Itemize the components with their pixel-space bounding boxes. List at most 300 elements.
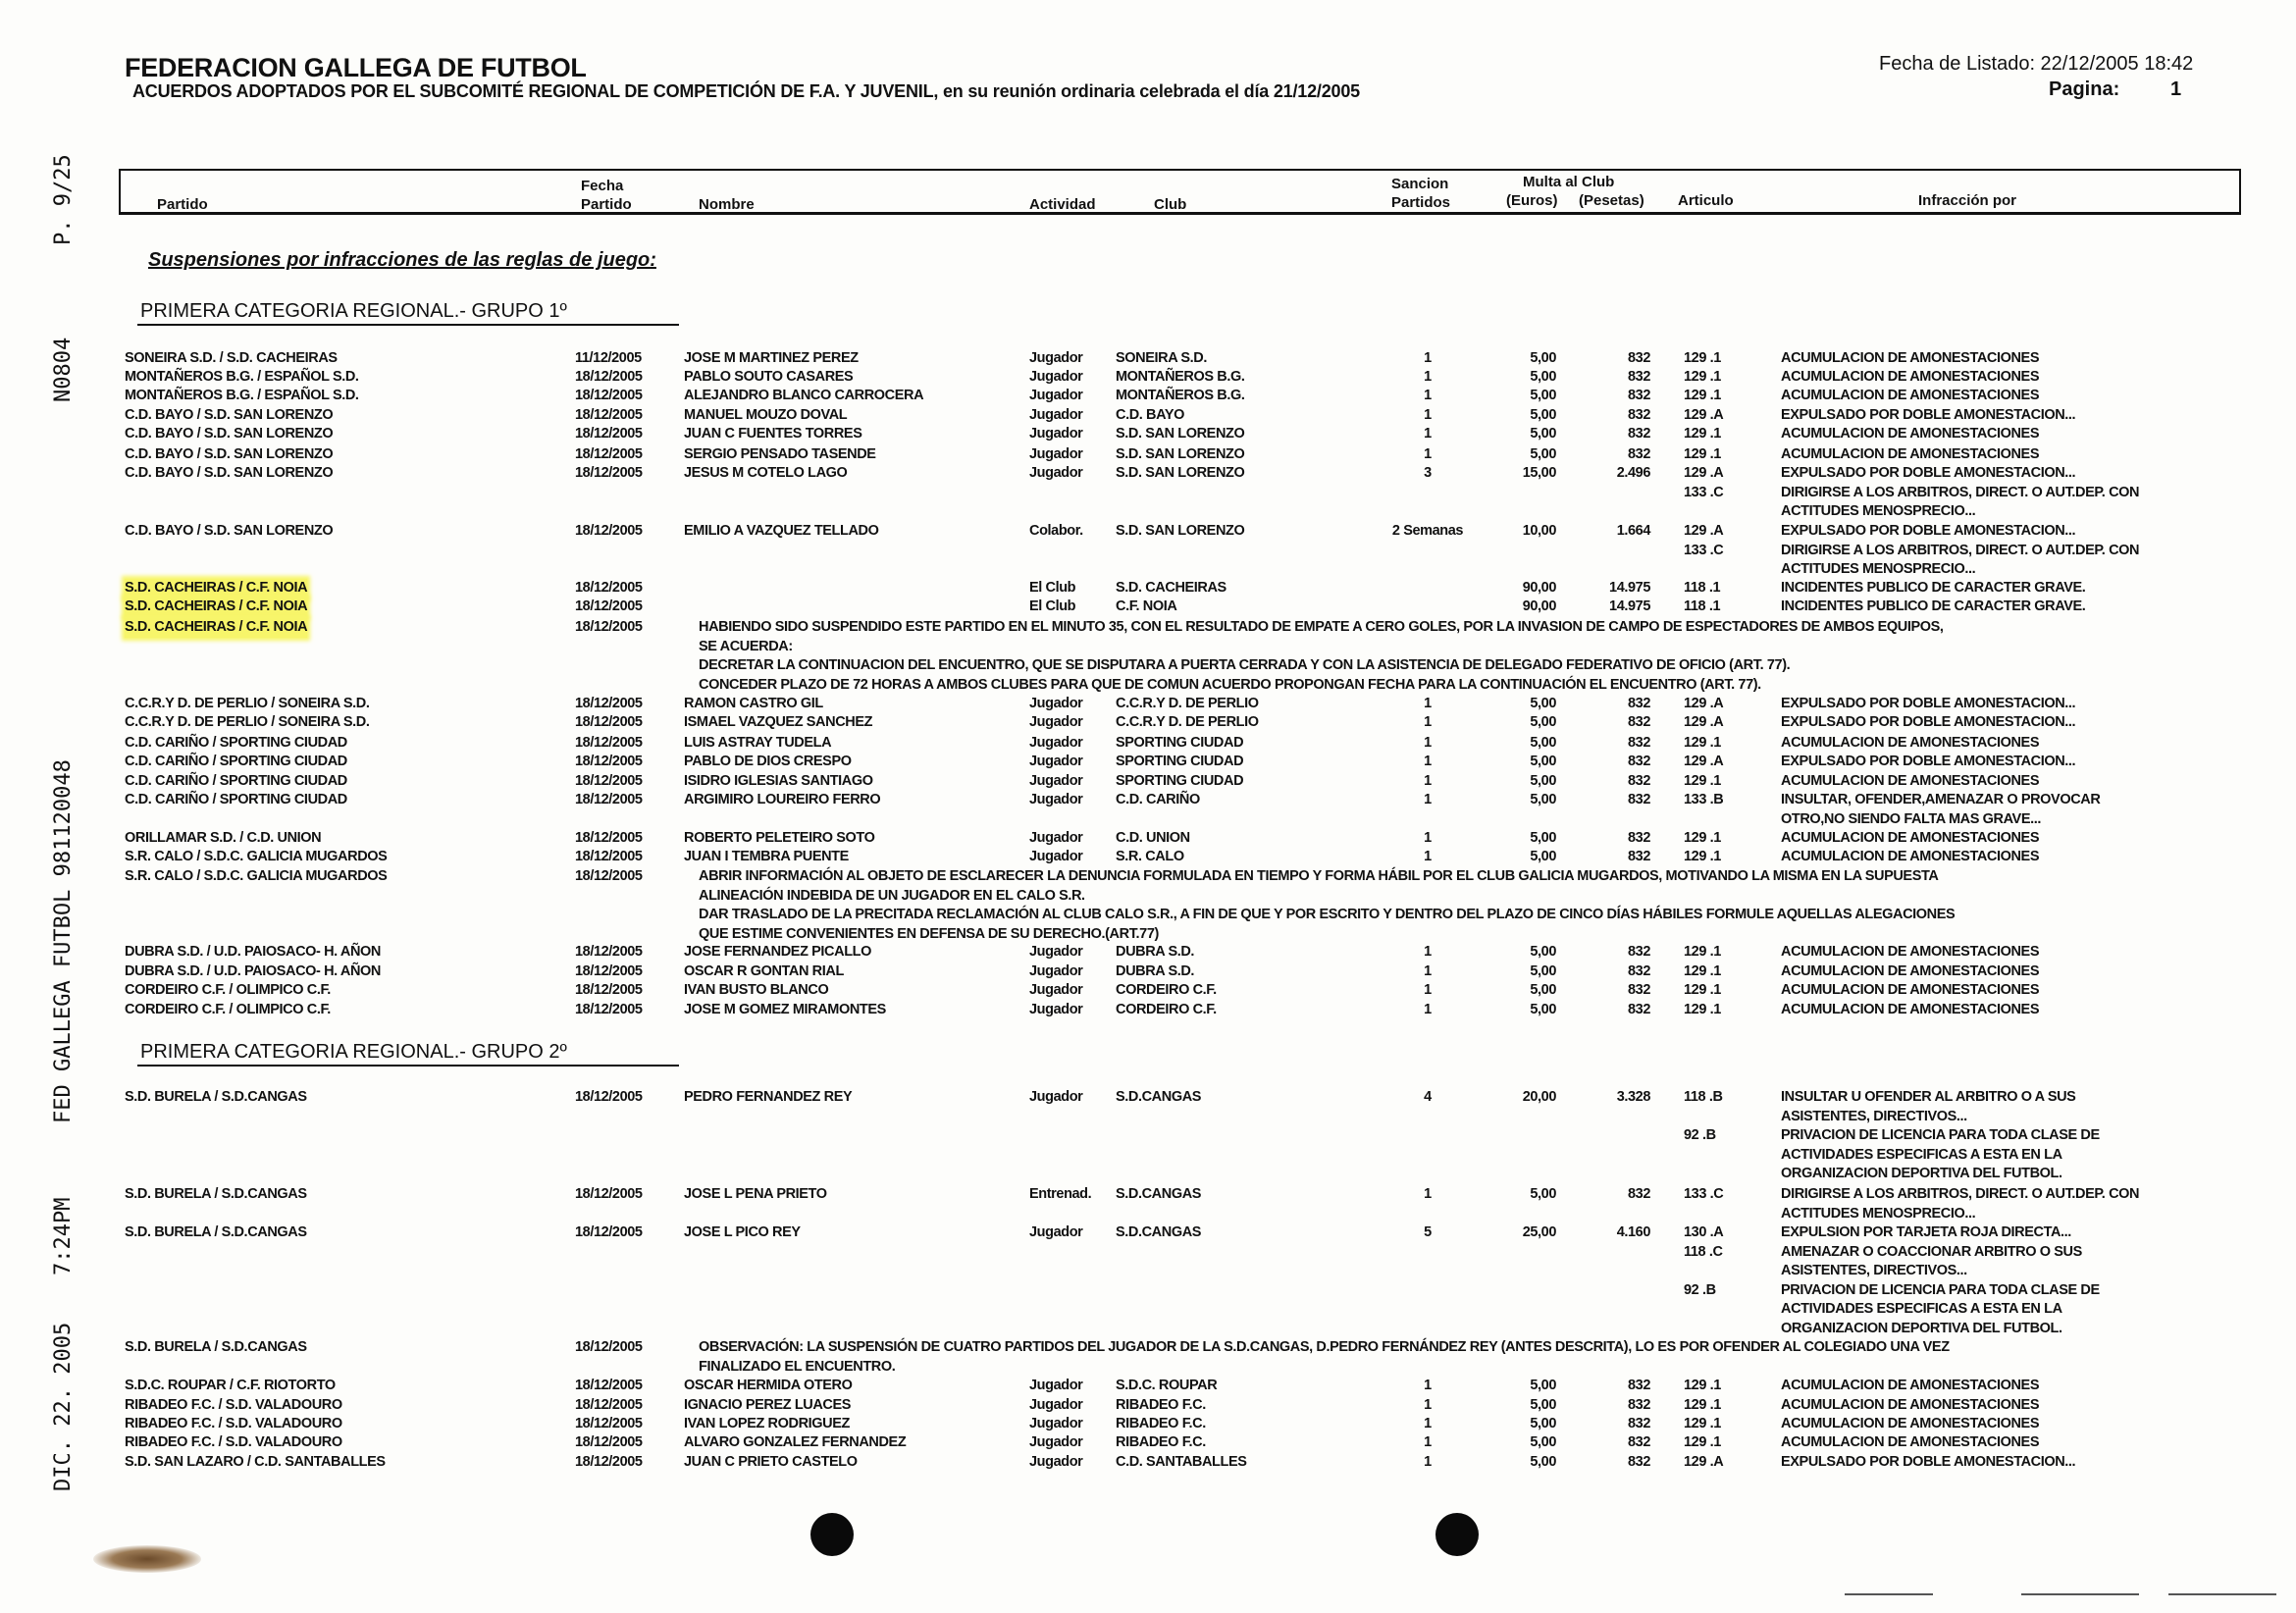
partido-cell: RIBADEO F.C. / S.D. VALADOURO [125, 1397, 342, 1413]
partido-cell: S.D.C. ROUPAR / C.F. RIOTORTO [125, 1378, 336, 1393]
articulo-cell: 129 .A [1684, 714, 1724, 730]
partido-cell: S.D. CACHEIRAS / C.F. NOIA [125, 579, 307, 598]
table-row [0, 963, 2296, 982]
fecha-cell: 18/12/2005 [575, 1434, 643, 1450]
actividad-cell: Jugador [1029, 465, 1083, 481]
articulo-cell: 129 .1 [1684, 388, 1721, 403]
multa-pesetas-cell: 832 [1628, 1454, 1650, 1470]
nombre-cell: JUAN C FUENTES TORRES [684, 426, 862, 442]
multa-pesetas-cell: 832 [1628, 350, 1650, 366]
club-cell: C.D. SANTABALLES [1116, 1454, 1247, 1470]
club-cell: S.D. SAN LORENZO [1116, 465, 1245, 481]
table-row [0, 695, 2296, 714]
infraccion-cell: EXPULSADO POR DOBLE AMONESTACION... [1781, 407, 2076, 423]
infraccion-cell: ACUMULACION DE AMONESTACIONES [1781, 446, 2040, 462]
multa-pesetas-cell: 832 [1628, 1378, 1650, 1393]
infraccion-cell: DIRIGIRSE A LOS ARBITROS, DIRECT. O AUT.DEP. CON [1781, 484, 2140, 500]
actividad-cell: El Club [1029, 598, 1076, 614]
group-heading-underline [137, 324, 679, 326]
multa-euros-cell: 5,00 [1530, 982, 1556, 998]
multa-euros-cell: 5,00 [1530, 1397, 1556, 1413]
multa-euros-cell: 5,00 [1530, 792, 1556, 807]
multa-pesetas-cell: 832 [1628, 369, 1650, 385]
col-actividad: Actividad [1029, 196, 1096, 213]
partido-cell: CORDEIRO C.F. / OLIMPICO C.F. [125, 982, 331, 998]
multa-euros-cell: 15,00 [1522, 465, 1556, 481]
partido-cell: S.D. BURELA / S.D.CANGAS [125, 1339, 307, 1355]
listing-date: Fecha de Listado: 22/12/2005 18:42 [1879, 53, 2194, 75]
articulo-cell: 129 .1 [1684, 830, 1721, 846]
partido-cell: C.D. BAYO / S.D. SAN LORENZO [125, 523, 334, 539]
actividad-cell: Jugador [1029, 388, 1083, 403]
infraccion-cell: PRIVACION DE LICENCIA PARA TODA CLASE DE [1781, 1127, 2100, 1143]
table-row [0, 734, 2296, 754]
club-cell: MONTAÑEROS B.G. [1116, 369, 1245, 385]
multa-euros-cell: 5,00 [1530, 1378, 1556, 1393]
sancion-cell: 1 [1424, 446, 1432, 462]
sancion-cell: 1 [1424, 849, 1432, 864]
multa-euros-cell: 5,00 [1530, 369, 1556, 385]
resolution-note-line: HABIENDO SIDO SUSPENDIDO ESTE PARTIDO EN EL MINUTO 35, CON EL RESULTADO DE EMPATE A CERO GOLES, POR LA INVASION DE CAMPO DE ESPECTADORES DE AMBOS EQUIPOS, [699, 619, 1944, 635]
fecha-cell: 18/12/2005 [575, 868, 643, 884]
club-cell: RIBADEO F.C. [1116, 1434, 1206, 1450]
infraccion-cell: ACUMULACION DE AMONESTACIONES [1781, 1434, 2040, 1450]
nombre-cell: ALVARO GONZALEZ FERNANDEZ [684, 1434, 907, 1450]
nombre-cell: PABLO DE DIOS CRESPO [684, 754, 852, 769]
multa-euros-cell: 5,00 [1530, 773, 1556, 789]
multa-euros-cell: 5,00 [1530, 407, 1556, 423]
col-fecha-2: Partido [581, 196, 632, 213]
resolution-note-line: SE ACUERDA: [699, 638, 793, 654]
sancion-cell: 1 [1424, 388, 1432, 403]
multa-euros-cell: 90,00 [1522, 580, 1556, 596]
multa-euros-cell: 5,00 [1530, 350, 1556, 366]
sancion-cell: 1 [1424, 1454, 1432, 1470]
resolution-note-line: ABRIR INFORMACIÓN AL OBJETO DE ESCLARECER LA DENUNCIA FORMULADA EN TIEMPO Y FORMA HÁBIL POR EL CLUB GALICIA MUGARDOS, MOTIVANDO LA MISMA EN LA SUPUESTA [699, 868, 1939, 884]
col-sancion-2: Partidos [1391, 194, 1451, 211]
multa-euros-cell: 10,00 [1522, 523, 1556, 539]
multa-euros-cell: 5,00 [1530, 735, 1556, 751]
sancion-cell: 1 [1424, 714, 1432, 730]
multa-euros-cell: 5,00 [1530, 754, 1556, 769]
nombre-cell: JOSE FERNANDEZ PICALLO [684, 944, 871, 960]
articulo-cell: 130 .A [1684, 1224, 1724, 1240]
infraccion-cell: ACTIVIDADES ESPECIFICAS A ESTA EN LA [1781, 1301, 2062, 1317]
articulo-cell: 133 .B [1684, 792, 1724, 807]
fecha-cell: 18/12/2005 [575, 714, 643, 730]
resolution-note-line: CONCEDER PLAZO DE 72 HORAS A AMBOS CLUBES PARA QUE DE COMUN ACUERDO PROPONGAN FECHA PARA LA CONTINUACIÓN EL ENCUENTRO (ART. 77). [699, 676, 1761, 693]
multa-pesetas-cell: 832 [1628, 1416, 1650, 1431]
infraccion-cell: ACUMULACION DE AMONESTACIONES [1781, 773, 2040, 789]
club-cell: S.D.CANGAS [1116, 1186, 1202, 1202]
multa-pesetas-cell: 14.975 [1609, 598, 1650, 614]
nombre-cell: LUIS ASTRAY TUDELA [684, 735, 832, 751]
infraccion-cell: ACUMULACION DE AMONESTACIONES [1781, 944, 2040, 960]
articulo-cell: 133 .C [1684, 542, 1724, 558]
multa-pesetas-cell: 832 [1628, 388, 1650, 403]
table-row [0, 943, 2296, 963]
partido-cell: CORDEIRO C.F. / OLIMPICO C.F. [125, 1002, 331, 1017]
infraccion-cell: PRIVACION DE LICENCIA PARA TODA CLASE DE [1781, 1281, 2100, 1298]
table-row [0, 368, 2296, 388]
partido-cell: S.D. SAN LAZARO / C.D. SANTABALLES [125, 1454, 386, 1470]
sancion-cell: 4 [1424, 1089, 1432, 1105]
table-row [0, 425, 2296, 444]
articulo-cell: 129 .1 [1684, 773, 1721, 789]
sancion-cell: 1 [1424, 696, 1432, 711]
col-club: Club [1154, 196, 1187, 213]
partido-cell: RIBADEO F.C. / S.D. VALADOURO [125, 1434, 342, 1450]
sancion-cell: 1 [1424, 982, 1432, 998]
infraccion-cell: ORGANIZACION DEPORTIVA DEL FUTBOL. [1781, 1320, 2062, 1336]
club-cell: S.D. SAN LORENZO [1116, 523, 1245, 539]
articulo-cell: 129 .1 [1684, 1434, 1721, 1450]
partido-cell: MONTAÑEROS B.G. / ESPAÑOL S.D. [125, 388, 359, 403]
multa-euros-cell: 5,00 [1530, 1434, 1556, 1450]
col-sancion-1: Sancion [1391, 176, 1449, 192]
partido-cell: DUBRA S.D. / U.D. PAIOSACO- H. AÑON [125, 963, 381, 979]
multa-pesetas-cell: 832 [1628, 426, 1650, 442]
infraccion-cell: OTRO,NO SIENDO FALTA MAS GRAVE... [1781, 810, 2041, 827]
multa-pesetas-cell: 832 [1628, 735, 1650, 751]
actividad-cell: Jugador [1029, 1397, 1083, 1413]
fecha-cell: 18/12/2005 [575, 1454, 643, 1470]
actividad-cell: Jugador [1029, 696, 1083, 711]
sancion-cell: 1 [1424, 1434, 1432, 1450]
multa-pesetas-cell: 832 [1628, 773, 1650, 789]
partido-cell: RIBADEO F.C. / S.D. VALADOURO [125, 1416, 342, 1431]
nombre-cell: OSCAR R GONTAN RIAL [684, 963, 844, 979]
fecha-cell: 18/12/2005 [575, 598, 643, 614]
club-cell: S.D.C. ROUPAR [1116, 1378, 1218, 1393]
nombre-cell: IVAN BUSTO BLANCO [684, 982, 829, 998]
partido-cell: C.D. CARIÑO / SPORTING CIUDAD [125, 773, 347, 789]
club-cell: CORDEIRO C.F. [1116, 982, 1217, 998]
sancion-cell: 1 [1424, 1002, 1432, 1017]
fecha-cell: 18/12/2005 [575, 1002, 643, 1017]
fecha-cell: 18/12/2005 [575, 696, 643, 711]
partido-cell: S.D. BURELA / S.D.CANGAS [125, 1224, 307, 1240]
infraccion-cell: DIRIGIRSE A LOS ARBITROS, DIRECT. O AUT.DEP. CON [1781, 1186, 2140, 1202]
actividad-cell: Jugador [1029, 426, 1083, 442]
club-cell: S.D. CACHEIRAS [1116, 580, 1226, 596]
fecha-cell: 18/12/2005 [575, 792, 643, 807]
col-articulo: Articulo [1678, 192, 1734, 209]
actividad-cell: Colabor. [1029, 523, 1083, 539]
col-multa: Multa al Club [1523, 174, 1615, 190]
actividad-cell: Jugador [1029, 830, 1083, 846]
articulo-cell: 129 .1 [1684, 982, 1721, 998]
multa-euros-cell: 5,00 [1530, 446, 1556, 462]
multa-pesetas-cell: 4.160 [1616, 1224, 1650, 1240]
scan-mark [1845, 1593, 1933, 1595]
table-row [0, 848, 2296, 867]
nombre-cell: IGNACIO PEREZ LUACES [684, 1397, 852, 1413]
nombre-cell: ROBERTO PELETEIRO SOTO [684, 830, 875, 846]
scan-mark [2168, 1593, 2276, 1595]
table-row [0, 1453, 2296, 1473]
actividad-cell: Jugador [1029, 407, 1083, 423]
sancion-cell: 1 [1424, 407, 1432, 423]
table-row [0, 1088, 2296, 1181]
articulo-cell: 129 .A [1684, 407, 1724, 423]
multa-euros-cell: 5,00 [1530, 849, 1556, 864]
col-pesetas: (Pesetas) [1579, 192, 1644, 209]
fax-number-label: N0804 [51, 337, 76, 402]
fecha-cell: 18/12/2005 [575, 1339, 643, 1355]
nombre-cell: SERGIO PENSADO TASENDE [684, 446, 876, 462]
table-row [0, 981, 2296, 1001]
fax-sender-label: FED GALLEGA FUTBOL 981120048 [51, 759, 76, 1123]
table-row [0, 1001, 2296, 1020]
multa-pesetas-cell: 832 [1628, 830, 1650, 846]
infraccion-cell: EXPULSADO POR DOBLE AMONESTACION... [1781, 465, 2076, 481]
multa-pesetas-cell: 832 [1628, 1434, 1650, 1450]
sancion-cell: 1 [1424, 426, 1432, 442]
infraccion-cell: ACUMULACION DE AMONESTACIONES [1781, 1416, 2040, 1431]
club-cell: C.F. NOIA [1116, 598, 1177, 614]
fecha-cell: 18/12/2005 [575, 1416, 643, 1431]
sancion-cell: 1 [1424, 735, 1432, 751]
table-row [0, 464, 2296, 519]
actividad-cell: Jugador [1029, 849, 1083, 864]
articulo-cell: 129 .1 [1684, 369, 1721, 385]
sancion-cell: 1 [1424, 754, 1432, 769]
club-cell: S.D. SAN LORENZO [1116, 446, 1245, 462]
punch-hole [810, 1513, 854, 1556]
partido-cell: C.D. BAYO / S.D. SAN LORENZO [125, 407, 334, 423]
multa-pesetas-cell: 832 [1628, 1397, 1650, 1413]
multa-pesetas-cell: 3.328 [1616, 1089, 1650, 1105]
fax-time-label: 7:24PM [51, 1197, 76, 1275]
sancion-cell: 1 [1424, 1378, 1432, 1393]
infraccion-cell: ACTITUDES MENOSPRECIO... [1781, 503, 1976, 519]
actividad-cell: Jugador [1029, 792, 1083, 807]
col-partido: Partido [157, 196, 208, 213]
articulo-cell: 129 .A [1684, 523, 1724, 539]
fecha-cell: 18/12/2005 [575, 963, 643, 979]
multa-euros-cell: 5,00 [1530, 1002, 1556, 1017]
stain-mark [93, 1545, 201, 1573]
fecha-cell: 18/12/2005 [575, 849, 643, 864]
table-row [0, 713, 2296, 733]
articulo-cell: 129 .A [1684, 754, 1724, 769]
partido-cell: S.D. BURELA / S.D.CANGAS [125, 1089, 307, 1105]
infraccion-cell: INCIDENTES PUBLICO DE CARACTER GRAVE. [1781, 598, 2086, 614]
nombre-cell: JUAN I TEMBRA PUENTE [684, 849, 849, 864]
fecha-cell: 18/12/2005 [575, 1186, 643, 1202]
multa-pesetas-cell: 832 [1628, 1002, 1650, 1017]
articulo-cell: 129 .1 [1684, 1002, 1721, 1017]
sancion-cell: 1 [1424, 1397, 1432, 1413]
infraccion-cell: INSULTAR, OFENDER,AMENAZAR O PROVOCAR [1781, 792, 2101, 807]
actividad-cell: Jugador [1029, 1416, 1083, 1431]
table-row [0, 791, 2296, 827]
actividad-cell: Jugador [1029, 754, 1083, 769]
multa-euros-cell: 5,00 [1530, 963, 1556, 979]
nombre-cell: JOSE L PENA PRIETO [684, 1186, 827, 1202]
nombre-cell: JESUS M COTELO LAGO [684, 465, 848, 481]
partido-cell: C.D. BAYO / S.D. SAN LORENZO [125, 446, 334, 462]
articulo-cell: 129 .1 [1684, 426, 1721, 442]
fecha-cell: 18/12/2005 [575, 735, 643, 751]
multa-euros-cell: 5,00 [1530, 1454, 1556, 1470]
infraccion-cell: ACUMULACION DE AMONESTACIONES [1781, 963, 2040, 979]
infraccion-cell: EXPULSADO POR DOBLE AMONESTACION... [1781, 696, 2076, 711]
fecha-cell: 18/12/2005 [575, 773, 643, 789]
partido-cell: S.R. CALO / S.D.C. GALICIA MUGARDOS [125, 868, 388, 884]
sancion-cell: 5 [1424, 1224, 1432, 1240]
actividad-cell: Jugador [1029, 446, 1083, 462]
table-row [0, 598, 2296, 617]
articulo-cell: 129 .1 [1684, 350, 1721, 366]
articulo-cell: 118 .1 [1684, 598, 1721, 614]
multa-euros-cell: 20,00 [1522, 1089, 1556, 1105]
multa-euros-cell: 5,00 [1530, 696, 1556, 711]
multa-pesetas-cell: 1.664 [1616, 523, 1650, 539]
infraccion-cell: ACUMULACION DE AMONESTACIONES [1781, 1378, 2040, 1393]
fecha-cell: 18/12/2005 [575, 407, 643, 423]
articulo-cell: 118 .1 [1684, 580, 1721, 596]
col-infraccion: Infracción por [1918, 192, 2017, 209]
nombre-cell: ARGIMIRO LOUREIRO FERRO [684, 792, 881, 807]
multa-pesetas-cell: 832 [1628, 849, 1650, 864]
table-row [0, 349, 2296, 369]
group-heading-2: PRIMERA CATEGORIA REGIONAL.- GRUPO 2º [140, 1041, 567, 1063]
table-row [0, 387, 2296, 406]
infraccion-cell: ACUMULACION DE AMONESTACIONES [1781, 735, 2040, 751]
club-cell: SPORTING CIUDAD [1116, 735, 1244, 751]
infraccion-cell: EXPULSION POR TARJETA ROJA DIRECTA... [1781, 1224, 2071, 1240]
actividad-cell: Jugador [1029, 773, 1083, 789]
articulo-cell: 129 .1 [1684, 849, 1721, 864]
nombre-cell: ISIDRO IGLESIAS SANTIAGO [684, 773, 873, 789]
partido-cell: S.D. BURELA / S.D.CANGAS [125, 1186, 307, 1202]
infraccion-cell: ACTIVIDADES ESPECIFICAS A ESTA EN LA [1781, 1146, 2062, 1163]
articulo-cell: 92 .B [1684, 1281, 1716, 1298]
infraccion-cell: INCIDENTES PUBLICO DE CARACTER GRAVE. [1781, 580, 2086, 596]
sancion-cell: 1 [1424, 369, 1432, 385]
fecha-cell: 18/12/2005 [575, 580, 643, 596]
infraccion-cell: ACUMULACION DE AMONESTACIONES [1781, 350, 2040, 366]
actividad-cell: Jugador [1029, 1002, 1083, 1017]
articulo-cell: 129 .1 [1684, 963, 1721, 979]
table-row [0, 829, 2296, 849]
infraccion-cell: ASISTENTES, DIRECTIVOS... [1781, 1263, 1967, 1278]
fecha-cell: 18/12/2005 [575, 619, 643, 635]
document-title: FEDERACION GALLEGA DE FUTBOL [125, 53, 587, 82]
multa-pesetas-cell: 832 [1628, 944, 1650, 960]
fecha-cell: 18/12/2005 [575, 982, 643, 998]
fecha-cell: 18/12/2005 [575, 1224, 643, 1240]
group-heading-1: PRIMERA CATEGORIA REGIONAL.- GRUPO 1º [140, 300, 567, 322]
multa-pesetas-cell: 832 [1628, 963, 1650, 979]
articulo-cell: 133 .C [1684, 484, 1724, 500]
multa-euros-cell: 90,00 [1522, 598, 1556, 614]
infraccion-cell: ACTITUDES MENOSPRECIO... [1781, 561, 1976, 577]
group-heading-underline [137, 1065, 679, 1067]
club-cell: S.D.CANGAS [1116, 1224, 1202, 1240]
infraccion-cell: EXPULSADO POR DOBLE AMONESTACION... [1781, 754, 2076, 769]
multa-pesetas-cell: 832 [1628, 1186, 1650, 1202]
fecha-cell: 18/12/2005 [575, 426, 643, 442]
nombre-cell: RAMON CASTRO GIL [684, 696, 823, 711]
punch-hole [1435, 1513, 1479, 1556]
actividad-cell: Jugador [1029, 714, 1083, 730]
resolution-note-line: DAR TRASLADO DE LA PRECITADA RECLAMACIÓN AL CLUB CALO S.R., A FIN DE QUE Y POR ESCRITO Y DENTRO DEL PLAZO DE CINCO DÍAS HÁBILES FORMULE AQUELLAS ALEGACIONES [699, 907, 1956, 922]
table-row [0, 1433, 2296, 1453]
actividad-cell: Jugador [1029, 1089, 1083, 1105]
partido-cell: SONEIRA S.D. / S.D. CACHEIRAS [125, 350, 338, 366]
nombre-cell: JOSE M GOMEZ MIRAMONTES [684, 1002, 886, 1017]
infraccion-cell: ACUMULACION DE AMONESTACIONES [1781, 982, 2040, 998]
nombre-cell: JUAN C PRIETO CASTELO [684, 1454, 858, 1470]
resolution-note-line: OBSERVACIÓN: LA SUSPENSIÓN DE CUATRO PARTIDOS DEL JUGADOR DE LA S.D.CANGAS, D.PEDRO FERNÁNDEZ REY (ANTES DESCRITA), LO ES POR OFENDER AL COLEGIADO UNA VEZ [699, 1339, 1950, 1355]
table-row [0, 445, 2296, 465]
partido-cell: C.C.R.Y D. DE PERLIO / SONEIRA S.D. [125, 696, 370, 711]
club-cell: MONTAÑEROS B.G. [1116, 388, 1245, 403]
club-cell: S.R. CALO [1116, 849, 1184, 864]
multa-euros-cell: 5,00 [1530, 426, 1556, 442]
sancion-cell: 1 [1424, 944, 1432, 960]
articulo-cell: 129 .1 [1684, 1397, 1721, 1413]
club-cell: DUBRA S.D. [1116, 944, 1195, 960]
infraccion-cell: EXPULSADO POR DOBLE AMONESTACION... [1781, 523, 2076, 539]
multa-euros-cell: 5,00 [1530, 388, 1556, 403]
nombre-cell: PEDRO FERNANDEZ REY [684, 1089, 853, 1105]
col-nombre: Nombre [699, 196, 755, 213]
actividad-cell: Jugador [1029, 982, 1083, 998]
club-cell: SPORTING CIUDAD [1116, 754, 1244, 769]
club-cell: CORDEIRO C.F. [1116, 1002, 1217, 1017]
fecha-cell: 18/12/2005 [575, 446, 643, 462]
actividad-cell: Jugador [1029, 963, 1083, 979]
fecha-cell: 18/12/2005 [575, 830, 643, 846]
table-row [0, 1396, 2296, 1416]
partido-cell: C.D. CARIÑO / SPORTING CIUDAD [125, 792, 347, 807]
table-row [0, 1185, 2296, 1222]
scan-mark [2021, 1593, 2139, 1595]
nombre-cell: ALEJANDRO BLANCO CARROCERA [684, 388, 924, 403]
articulo-cell: 133 .C [1684, 1186, 1724, 1202]
nombre-cell: IVAN LOPEZ RODRIGUEZ [684, 1416, 850, 1431]
articulo-cell: 129 .1 [1684, 1416, 1721, 1431]
sancion-cell: 1 [1424, 773, 1432, 789]
page-label: Pagina: [2049, 78, 2120, 100]
multa-pesetas-cell: 832 [1628, 714, 1650, 730]
sancion-cell: 2 Semanas [1391, 523, 1464, 539]
infraccion-cell: ORGANIZACION DEPORTIVA DEL FUTBOL. [1781, 1166, 2062, 1181]
actividad-cell: Jugador [1029, 1434, 1083, 1450]
multa-pesetas-cell: 832 [1628, 407, 1650, 423]
table-row [0, 522, 2296, 577]
articulo-cell: 129 .1 [1684, 735, 1721, 751]
table-row [0, 1338, 2296, 1375]
section-title: Suspensiones por infracciones de las reglas de juego: [148, 249, 656, 271]
nombre-cell: ISMAEL VAZQUEZ SANCHEZ [684, 714, 873, 730]
infraccion-cell: EXPULSADO POR DOBLE AMONESTACION... [1781, 714, 2076, 730]
table-row [0, 753, 2296, 772]
fecha-cell: 11/12/2005 [575, 350, 642, 366]
actividad-cell: Jugador [1029, 1378, 1083, 1393]
multa-pesetas-cell: 832 [1628, 754, 1650, 769]
articulo-cell: 129 .A [1684, 696, 1724, 711]
resolution-note-line: FINALIZADO EL ENCUENTRO. [699, 1358, 896, 1375]
articulo-cell: 118 .C [1684, 1243, 1723, 1260]
table-row [0, 618, 2296, 693]
partido-cell: S.D. CACHEIRAS / C.F. NOIA [125, 598, 307, 617]
club-cell: RIBADEO F.C. [1116, 1397, 1206, 1413]
